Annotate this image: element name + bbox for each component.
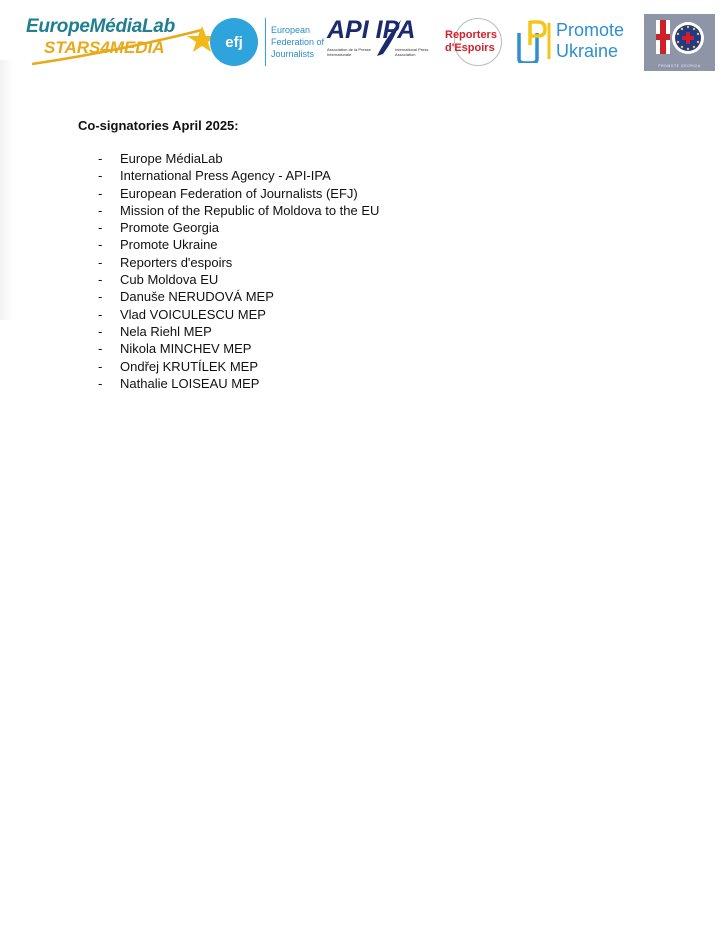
list-bullet: - <box>98 375 103 391</box>
efj-mark: efj <box>210 18 258 66</box>
efj-logo <box>210 14 325 70</box>
co-signatories-heading: Co-signatories April 2025: <box>78 118 239 133</box>
api-ipa-mark: API IPA <box>327 16 416 44</box>
europe-medialab-title: EuropeMédiaLab <box>26 16 175 37</box>
efj-divider <box>265 18 266 66</box>
reporters-espoirs-logo <box>442 18 518 66</box>
promote-georgia-caption: PROMOTE GEORGIA <box>658 64 701 68</box>
promote-ukraine-text: Promote Ukraine <box>556 20 625 61</box>
list-bullet: - <box>98 306 103 322</box>
list-bullet: - <box>98 202 103 218</box>
promote-ukraine-mark-icon <box>516 19 552 63</box>
list-bullet: - <box>98 254 103 270</box>
efj-text: European Federation of Journalists <box>271 25 325 59</box>
promote-ukraine-logo <box>516 16 646 68</box>
list-bullet: - <box>98 220 103 236</box>
georgia-eu-flag-icon <box>644 14 715 64</box>
list-bullet: - <box>98 289 103 305</box>
api-ipa-right-caption: International Press Association <box>395 47 429 57</box>
reporters-espoirs-line2: d'Espoirs <box>445 42 495 54</box>
signatory-name: Mission of the Republic of Moldova to the EU <box>120 202 380 218</box>
list-bullet: - <box>98 358 103 374</box>
signatory-name: Vlad VOICULESCU MEP <box>120 306 266 322</box>
api-ipa-logo <box>327 16 439 68</box>
europe-medialab-logo <box>24 12 214 70</box>
signatory-name: Promote Ukraine <box>120 237 218 253</box>
page-edge-shadow <box>0 60 14 320</box>
signatory-name: Ondřej KRUTÍLEK MEP <box>120 358 258 374</box>
list-bullet: - <box>98 151 103 166</box>
list-bullet: - <box>98 323 103 339</box>
signatory-name: International Press Agency - API-IPA <box>120 168 331 184</box>
stars4media-title: STARS4MEDIA <box>44 38 165 57</box>
signatory-name: Reporters d'espoirs <box>120 254 233 270</box>
signatory-name: Nikola MINCHEV MEP <box>120 341 252 357</box>
list-bullet: - <box>98 341 103 357</box>
signatory-name: Nela Riehl MEP <box>120 323 212 339</box>
quill-icon <box>327 16 439 68</box>
signatory-name: Nathalie LOISEAU MEP <box>120 375 260 391</box>
partner-logo-bar <box>0 0 722 80</box>
promote-georgia-logo <box>644 14 715 71</box>
signatory-name: Danuše NERUDOVÁ MEP <box>120 289 274 305</box>
signatory-name: Promote Georgia <box>120 220 219 236</box>
list-bullet: - <box>98 185 103 201</box>
list-bullet: - <box>98 237 103 253</box>
signatory-name: Europe MédiaLab <box>120 151 223 166</box>
reporters-espoirs-line1: Reporters <box>445 29 497 41</box>
api-ipa-left-caption: Association de la Presse Internationale <box>327 47 371 57</box>
list-bullet: - <box>98 272 103 288</box>
list-bullet: - <box>98 168 103 184</box>
signatory-name: Cub Moldova EU <box>120 272 219 288</box>
signatory-name: European Federation of Journalists (EFJ) <box>120 185 358 201</box>
